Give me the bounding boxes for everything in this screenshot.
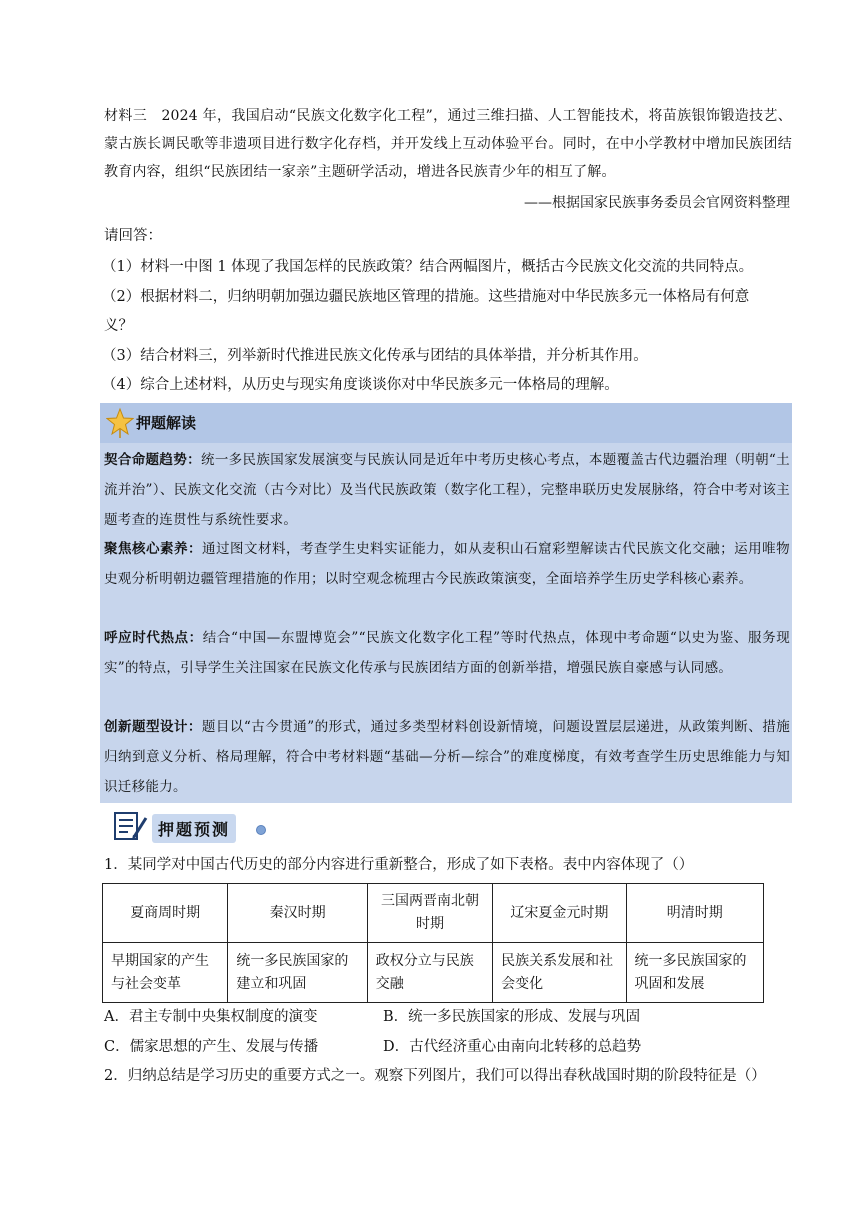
question-2-stem: 2．归纳总结是学习历史的重要方式之一。观察下列图片，我们可以得出春秋战国时期的阶段特征是（）: [104, 1068, 766, 1084]
analysis-item-text: 统一多民族国家发展演变与民族认同是近年中考历史核心考点，本题覆盖古代边疆治理（明朝“土流并治”）、民族文化交流（古今对比）及当代民族政策（数字化工程），完整串联历史发展脉络，符合中考对该主题考查的连贯性与系统性要求。: [104, 452, 790, 528]
table-header-cell: 明清时期: [626, 884, 763, 943]
table-header-cell: 三国两晋南北朝时期: [367, 884, 492, 943]
decorative-dot: [256, 825, 266, 835]
table-cell: 民族关系发展和社会变化: [493, 943, 626, 1003]
analysis-box: [100, 403, 792, 803]
question-2-line-1: （2）根据材料二，归纳明朝加强边疆民族地区管理的措施。这些措施对中华民族多元一体格局有何意: [102, 289, 750, 305]
analysis-item: [104, 712, 790, 802]
era-table: [102, 883, 764, 1003]
questions-intro: 请回答：: [104, 228, 162, 244]
analysis-item-text: 结合“中国—东盟博览会”“民族文化数字化工程”等时代热点，体现中考命题“以史为鉴、服务现实”的特点，引导学生关注国家在民族文化传承与民族团结方面的创新举措，增强民族自豪感与认同感。: [104, 630, 790, 676]
star-icon: [106, 407, 134, 439]
question-3: （3）结合材料三，列举新时代推进民族文化传承与团结的具体举措，并分析其作用。: [102, 348, 648, 364]
option-d[interactable]: D．古代经济重心由南向北转移的总趋势: [383, 1039, 642, 1055]
option-b[interactable]: B．统一多民族国家的形成、发展与巩固: [383, 1009, 641, 1025]
analysis-title: 押题解读: [136, 414, 197, 432]
analysis-item: [104, 623, 790, 683]
question-1-stem: 1．某同学对中国古代历史的部分内容进行重新整合，形成了如下表格。表中内容体现了（）: [104, 857, 694, 873]
analysis-item-label: 呼应时代热点：: [104, 630, 203, 646]
table-row: [103, 884, 764, 943]
table-cell: 统一多民族国家的巩固和发展: [626, 943, 763, 1003]
table-header-cell: 夏商周时期: [103, 884, 228, 943]
question-1: （1）材料一中图 1 体现了我国怎样的民族政策？结合两幅图片，概括古今民族文化交流的共同特点。: [102, 259, 754, 275]
material-source: ——根据国家民族事务委员会官网资料整理: [524, 195, 790, 211]
analysis-item-text: 题目以“古今贯通”的形式，通过多类型材料创设新情境，问题设置层层递进，从政策判断、措施归纳到意义分析、格局理解，符合中考材料题“基础—分析—综合”的难度梯度，有效考查学生历史思维能力与知识迁移能力。: [104, 719, 790, 795]
analysis-header: [100, 403, 792, 443]
prediction-title: 押题预测: [152, 814, 236, 843]
table-header-cell: 辽宋夏金元时期: [493, 884, 626, 943]
analysis-item-label: 创新题型设计：: [104, 719, 202, 735]
question-2-line-2: 义？: [104, 318, 133, 334]
option-a[interactable]: A．君主专制中央集权制度的演变: [104, 1009, 318, 1025]
table-cell: 政权分立与民族交融: [367, 943, 492, 1003]
table-cell: 统一多民族国家的建立和巩固: [228, 943, 367, 1003]
prediction-banner: [108, 808, 268, 844]
analysis-item: [104, 445, 790, 535]
table-row: [103, 943, 764, 1003]
table-cell: 早期国家的产生与社会变革: [103, 943, 228, 1003]
analysis-item-label: 契合命题趋势：: [104, 452, 201, 468]
analysis-item-text: 通过图文材料，考查学生史料实证能力，如从麦积山石窟彩塑解读古代民族文化交融；运用唯物史观分析明朝边疆管理措施的作用；以时空观念梳理古今民族政策演变，全面培养学生历史学科核心素养。: [104, 541, 790, 587]
question-4: （4）综合上述材料，从历史与现实角度谈谈你对中华民族多元一体格局的理解。: [102, 377, 619, 393]
analysis-item: [104, 534, 790, 594]
table-header-cell: 秦汉时期: [228, 884, 367, 943]
material-three-paragraph: 材料三 2024 年，我国启动“民族文化数字化工程”，通过三维扫描、人工智能技术，将苗族银饰锻造技艺、蒙古族长调民歌等非遗项目进行数字化存档，并开发线上互动体验平台。同时，在中小学教材中增加民族团结教育内容，组织“民族团结一家亲”主题研学活动，增进各民族青少年的相互了解。: [104, 108, 792, 180]
analysis-item-label: 聚焦核心素养：: [104, 541, 203, 557]
notebook-pen-icon: [112, 810, 150, 842]
option-c[interactable]: C．儒家思想的产生、发展与传播: [104, 1039, 319, 1055]
